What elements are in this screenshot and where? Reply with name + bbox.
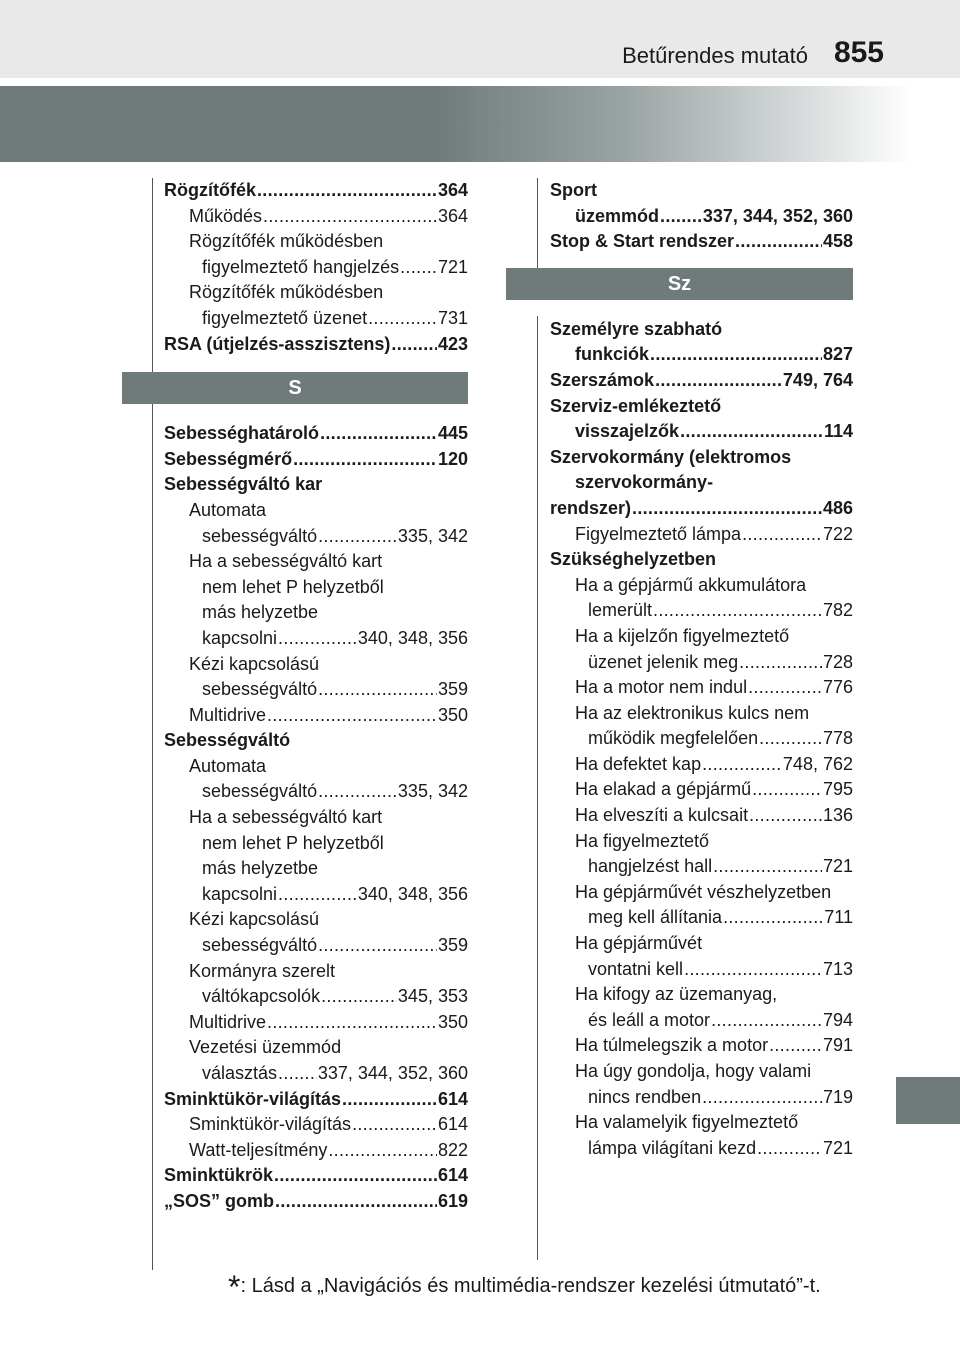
- index-entry: [164, 421, 468, 447]
- dot-leader: [318, 677, 437, 703]
- index-entry-term: más helyzetbe: [202, 858, 319, 879]
- index-entry: [550, 1110, 853, 1136]
- index-entry-term: nem lehet P helyzetből: [202, 832, 384, 853]
- header-strip: [0, 0, 960, 78]
- dot-leader: [632, 496, 822, 522]
- index-entry: [550, 496, 853, 522]
- index-column-left: [164, 178, 468, 1215]
- index-entry: [164, 229, 468, 255]
- dot-leader: [321, 984, 397, 1010]
- index-entry-term: Multidrive: [189, 704, 267, 725]
- index-entry: [550, 829, 853, 855]
- index-entry-page: 791: [822, 1035, 853, 1056]
- index-entry-page: 445: [437, 423, 468, 444]
- dot-leader: [267, 703, 437, 729]
- index-entry: [550, 522, 853, 548]
- index-entry: [164, 332, 468, 358]
- index-column-right: [550, 178, 853, 1161]
- index-entry-term: Sminktükrök: [164, 1165, 274, 1186]
- index-entry: [550, 854, 853, 880]
- index-entry: [164, 498, 468, 524]
- dot-leader: [653, 598, 822, 624]
- index-entry-term: sebességváltó: [202, 525, 318, 546]
- dot-leader: [757, 1136, 822, 1162]
- index-entry-page: 114: [823, 421, 853, 442]
- index-entry-term: Szervokormány (elektromos: [550, 446, 792, 467]
- index-entry-term: szervokormány-: [575, 472, 714, 493]
- index-entry: [550, 598, 853, 624]
- dot-leader: [328, 1138, 437, 1164]
- index-entry-term: figyelmeztető hangjelzés: [202, 256, 400, 277]
- section-letter-header: S: [122, 372, 468, 404]
- index-entry: [164, 1189, 468, 1215]
- index-entry-term: Vezetési üzemmód: [189, 1037, 342, 1058]
- index-entry-page: 364: [437, 205, 468, 226]
- index-entry-term: Figyelmeztető lámpa: [575, 523, 742, 544]
- dot-leader: [655, 368, 782, 394]
- index-entry: [164, 933, 468, 959]
- index-entry-term: üzenet jelenik meg: [588, 651, 739, 672]
- index-entry-page: 340, 348, 356: [357, 627, 468, 648]
- index-entry-page: 748, 762: [782, 753, 853, 774]
- index-entry: [550, 931, 853, 957]
- index-entry: [550, 905, 853, 931]
- index-entry-term: sebességváltó: [202, 781, 318, 802]
- index-entry-term: Sminktükör-világítás: [189, 1114, 352, 1135]
- dot-leader: [650, 342, 822, 368]
- index-entry-page: 458: [822, 231, 853, 252]
- index-entry: [550, 1085, 853, 1111]
- dot-leader: [660, 204, 702, 230]
- dot-leader: [318, 779, 397, 805]
- dot-leader: [759, 726, 822, 752]
- index-entry-term: Szükséghelyzetben: [550, 549, 717, 570]
- index-entry: [164, 856, 468, 882]
- index-entry: [164, 524, 468, 550]
- index-entry-term: Ha az elektronikus kulcs nem: [575, 702, 810, 723]
- dot-leader: [391, 332, 437, 358]
- index-entry: [550, 880, 853, 906]
- index-entry: [164, 1087, 468, 1113]
- index-entry: [164, 882, 468, 908]
- index-entry: [164, 1061, 468, 1087]
- index-entry-term: Ha elakad a gépjármű: [575, 779, 752, 800]
- index-entry-term: Automata: [189, 755, 267, 776]
- dot-leader: [713, 854, 822, 880]
- index-entry-term: működik megfelelően: [588, 728, 759, 749]
- index-entry: [164, 677, 468, 703]
- index-entry-page: 722: [822, 523, 853, 544]
- index-entry: [550, 317, 853, 343]
- index-entry-term: választás: [202, 1063, 278, 1083]
- index-entry: [164, 728, 468, 754]
- index-entry-page: 721: [822, 856, 853, 877]
- index-entry: [550, 1008, 853, 1034]
- index-entry: [550, 368, 853, 394]
- index-entry: [164, 255, 468, 281]
- footnote-marker: *: [228, 1269, 241, 1305]
- index-entry-term: hangjelzést hall: [588, 856, 713, 877]
- index-entry-term: Stop & Start rendszer: [550, 231, 735, 252]
- index-entry-term: Kézi kapcsolású: [189, 653, 320, 674]
- dot-leader: [769, 1033, 822, 1059]
- index-entry-term: Sminktükör-világítás: [164, 1088, 342, 1109]
- dot-leader: [267, 1010, 437, 1036]
- index-entry: [164, 703, 468, 729]
- index-entry-page: 486: [822, 497, 853, 518]
- index-entry-term: Személyre szabható: [550, 318, 723, 339]
- index-entry: [164, 472, 468, 498]
- index-entry-page: 827: [822, 344, 853, 365]
- index-entry-page: 713: [822, 958, 853, 979]
- index-entry: [550, 1059, 853, 1085]
- index-entry: [164, 204, 468, 230]
- dot-leader: [274, 1163, 437, 1189]
- dot-leader: [702, 752, 782, 778]
- index-entry-term: más helyzetbe: [202, 602, 319, 623]
- header-banner: [0, 86, 960, 162]
- index-entry: [550, 470, 853, 496]
- index-entry-term: lemerült: [588, 600, 653, 621]
- column-divider-middle: [537, 178, 538, 270]
- index-entry: [550, 957, 853, 983]
- index-entry-page: 614: [437, 1114, 468, 1135]
- index-entry-page: 614: [437, 1165, 468, 1186]
- index-entry: [164, 1112, 468, 1138]
- index-entry-page: 350: [437, 1011, 468, 1032]
- index-entry-page: 136: [822, 805, 853, 826]
- dot-leader: [342, 1087, 437, 1113]
- dot-leader: [263, 204, 437, 230]
- index-entry-term: vontatni kell: [588, 958, 684, 979]
- index-entry-page: 711: [824, 907, 853, 928]
- index-entry-page: 719: [822, 1086, 853, 1107]
- index-entry-page: 721: [822, 1137, 853, 1158]
- index-entry-term: Multidrive: [189, 1011, 267, 1032]
- index-entry-term: Szerszámok: [550, 369, 655, 390]
- index-entry: [550, 394, 853, 420]
- index-entry-term: Watt-teljesítmény: [189, 1139, 328, 1160]
- index-entry-term: Rögzítőfék: [164, 180, 256, 200]
- index-entry-term: kapcsolni: [202, 883, 278, 904]
- index-entry: [550, 1033, 853, 1059]
- index-entry-page: 335, 342: [397, 781, 468, 802]
- index-entry: [550, 178, 853, 204]
- index-entry-term: Ha a gépjármű akkumulátora: [575, 574, 807, 595]
- index-entry-term: nincs rendben: [588, 1086, 702, 1107]
- dot-leader: [749, 803, 822, 829]
- index-entry-page: 721: [437, 256, 468, 277]
- index-entry-term: Ha defektet kap: [575, 753, 702, 774]
- index-entry: [164, 549, 468, 575]
- index-entry: [164, 575, 468, 601]
- index-entry-page: 776: [822, 677, 853, 698]
- index-entry-term: Sebességhatároló: [164, 423, 320, 444]
- index-entry-page: 731: [437, 307, 468, 328]
- index-entry-page: 120: [437, 448, 468, 469]
- dot-leader: [711, 1008, 822, 1034]
- dot-leader: [320, 421, 437, 447]
- dot-leader: [742, 522, 822, 548]
- index-entry-term: Kézi kapcsolású: [189, 909, 320, 930]
- dot-leader: [318, 933, 437, 959]
- index-entry-page: 364: [437, 180, 468, 200]
- dot-leader: [680, 419, 823, 445]
- index-entry-term: Ha figyelmeztető: [575, 830, 710, 851]
- chapter-thumb-tab: [896, 1077, 960, 1124]
- dot-leader: [275, 1189, 437, 1215]
- index-entry-term: nem lehet P helyzetből: [202, 576, 384, 597]
- index-entry: [550, 445, 853, 471]
- index-entry: [550, 982, 853, 1008]
- index-entry-term: visszajelzők: [575, 421, 680, 442]
- dot-leader: [278, 1061, 317, 1087]
- dot-leader: [748, 675, 822, 701]
- index-entry-term: Szerviz-emlékeztető: [550, 395, 722, 416]
- dot-leader: [257, 178, 437, 204]
- index-entry: [164, 600, 468, 626]
- index-entry-page: 345, 353: [397, 986, 468, 1007]
- index-entry-page: 337, 344, 352, 360: [317, 1063, 468, 1083]
- index-entry: [164, 447, 468, 473]
- index-entry-term: Rögzítőfék működésben: [189, 231, 384, 252]
- index-entry: [550, 342, 853, 368]
- index-entry: [550, 777, 853, 803]
- index-entry-page: 359: [437, 679, 468, 700]
- index-entry: [164, 1035, 468, 1061]
- index-entry-term: Ha gépjárművét vészhelyzetben: [575, 881, 832, 902]
- dot-leader: [723, 905, 823, 931]
- index-entry: [164, 831, 468, 857]
- index-entry-term: Ha a kijelzőn figyelmeztető: [575, 625, 790, 646]
- footnote-text: : Lásd a „Navigációs és multimédia-rendszer kezelési útmutató”-t.: [240, 1275, 821, 1297]
- index-entry-term: Ha elveszíti a kulcsait: [575, 805, 749, 826]
- index-entry: [164, 959, 468, 985]
- index-entry-term: Ha kifogy az üzemanyag,: [575, 984, 778, 1005]
- index-entry: [550, 547, 853, 573]
- index-entry-term: funkciók: [575, 344, 650, 365]
- index-entry-term: Sebességmérő: [164, 448, 293, 469]
- column-divider-left: [152, 178, 153, 1270]
- column-divider-middle: [537, 316, 538, 1260]
- index-entry-page: 614: [437, 1088, 468, 1109]
- index-entry: [550, 204, 853, 230]
- index-entry-term: Sport: [550, 180, 597, 200]
- index-entry: [550, 675, 853, 701]
- running-header-title: Betűrendes mutató: [622, 43, 808, 68]
- index-entry-term: Ha a motor nem indul: [575, 677, 748, 698]
- dot-leader: [684, 957, 822, 983]
- index-entry-term: meg kell állítania: [588, 907, 723, 928]
- index-entry: [550, 624, 853, 650]
- dot-leader: [400, 255, 437, 281]
- dot-leader: [293, 447, 437, 473]
- index-entry: [164, 1163, 468, 1189]
- dot-leader: [278, 626, 357, 652]
- index-entry-term: Ha valamelyik figyelmeztető: [575, 1112, 799, 1133]
- dot-leader: [368, 306, 437, 332]
- index-entry-term: sebességváltó: [202, 935, 318, 956]
- index-entry-term: lámpa világítani kezd: [588, 1137, 757, 1158]
- index-entry: [164, 1138, 468, 1164]
- index-entry: [550, 726, 853, 752]
- index-entry: [550, 1136, 853, 1162]
- index-entry-term: Ha a sebességváltó kart: [189, 551, 383, 572]
- index-entry: [164, 652, 468, 678]
- dot-leader: [352, 1112, 437, 1138]
- index-entry: [550, 752, 853, 778]
- index-entry: [550, 803, 853, 829]
- footnote: [228, 1263, 821, 1305]
- index-entry-term: üzemmód: [575, 205, 660, 226]
- index-entry-term: Rögzítőfék működésben: [189, 282, 384, 303]
- index-entry-term: RSA (útjelzés-asszisztens): [164, 333, 391, 354]
- index-entry: [164, 805, 468, 831]
- index-entry-page: 794: [822, 1009, 853, 1030]
- index-entry-page: 340, 348, 356: [357, 883, 468, 904]
- dot-leader: [752, 777, 822, 803]
- index-entry: [164, 907, 468, 933]
- index-entry-term: „SOS” gomb: [164, 1190, 275, 1211]
- index-entry: [164, 754, 468, 780]
- index-entry: [164, 178, 468, 204]
- index-entry: [550, 419, 853, 445]
- index-entry-term: Ha úgy gondolja, hogy valami: [575, 1061, 812, 1081]
- index-entry-page: 795: [822, 779, 853, 800]
- index-entry: [550, 650, 853, 676]
- index-entry-page: 822: [437, 1139, 468, 1160]
- index-entry-page: 782: [822, 600, 853, 621]
- index-entry-term: sebességváltó: [202, 679, 318, 700]
- page-number: 855: [833, 36, 884, 69]
- index-entry: [550, 701, 853, 727]
- index-entry-term: Ha gépjárművét: [575, 933, 703, 954]
- dot-leader: [702, 1085, 822, 1111]
- index-entry: [164, 306, 468, 332]
- index-entry-term: Ha túlmelegszik a motor: [575, 1035, 769, 1056]
- index-entry-term: Kormányra szerelt: [189, 960, 336, 981]
- index-entry-term: figyelmeztető üzenet: [202, 307, 368, 328]
- dot-leader: [318, 524, 397, 550]
- index-entry-term: váltókapcsolók: [202, 986, 321, 1007]
- index-entry-page: 423: [437, 333, 468, 354]
- dot-leader: [735, 229, 822, 255]
- index-entry-term: Sebességváltó: [164, 730, 291, 751]
- index-entry-page: 778: [822, 728, 853, 749]
- index-entry: [164, 1010, 468, 1036]
- index-entry: [164, 984, 468, 1010]
- index-entry-page: 619: [437, 1190, 468, 1211]
- index-entry-term: Automata: [189, 499, 267, 520]
- index-entry-page: 337, 344, 352, 360: [702, 205, 853, 226]
- index-entry-page: 335, 342: [397, 525, 468, 546]
- index-entry: [164, 779, 468, 805]
- index-entry-term: és leáll a motor: [588, 1009, 711, 1030]
- index-entry-page: 359: [437, 935, 468, 956]
- index-entry-page: 350: [437, 704, 468, 725]
- dot-leader: [739, 650, 822, 676]
- index-entry: [550, 573, 853, 599]
- dot-leader: [278, 882, 357, 908]
- index-entry-page: 728: [822, 651, 853, 672]
- section-letter-header: Sz: [506, 268, 853, 300]
- index-entry: [164, 280, 468, 306]
- index-entry-term: rendszer): [550, 497, 632, 518]
- index-entry: [164, 626, 468, 652]
- index-entry-term: Működés: [189, 205, 263, 226]
- index-entry: [550, 229, 853, 255]
- index-entry-page: 749, 764: [782, 369, 853, 390]
- index-entry-term: Sebességváltó kar: [164, 474, 323, 495]
- index-entry-term: kapcsolni: [202, 627, 278, 648]
- index-entry-term: Ha a sebességváltó kart: [189, 807, 383, 828]
